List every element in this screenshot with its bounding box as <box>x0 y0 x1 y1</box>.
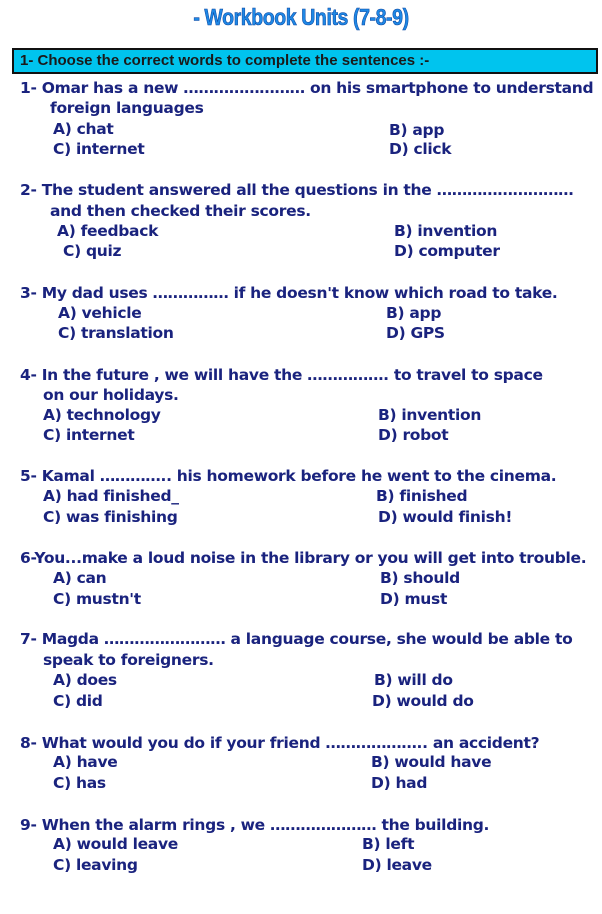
option-d[interactable]: D) computer <box>394 242 500 260</box>
option-d[interactable]: D) would do <box>372 692 474 710</box>
option-c[interactable]: C) translation <box>58 324 174 342</box>
question-text-continued: speak to foreigners. <box>43 651 214 669</box>
question-text-continued: foreign languages <box>50 99 204 117</box>
option-a[interactable]: A) feedback <box>57 222 159 240</box>
question-text: 8- What would you do if your friend ……………….. an accident? <box>20 734 540 752</box>
option-c[interactable]: C) internet <box>43 426 135 444</box>
option-a[interactable]: A) can <box>53 569 107 587</box>
option-a[interactable]: A) chat <box>53 120 114 138</box>
option-c[interactable]: C) mustn't <box>53 590 141 608</box>
option-d[interactable]: D) must <box>380 590 448 608</box>
option-c[interactable]: C) internet <box>53 140 145 158</box>
option-b[interactable]: B) finished <box>376 487 468 505</box>
option-b[interactable]: B) app <box>386 304 442 322</box>
option-a[interactable]: A) vehicle <box>58 304 142 322</box>
worksheet-title: - Workbook Units (7-8-9) <box>193 4 409 30</box>
option-b[interactable]: B) invention <box>394 222 498 240</box>
instruction-banner: 1- Choose the correct words to complete the sentences :- <box>12 48 598 74</box>
option-b[interactable]: B) should <box>380 569 460 587</box>
question-text: 9- When the alarm rings , we ………………… the building. <box>20 816 490 834</box>
question-text: 2- The student answered all the questions in the ……………………… <box>20 181 574 199</box>
option-c[interactable]: C) was finishing <box>43 508 178 526</box>
question-text-continued: on our holidays. <box>43 386 179 404</box>
option-b[interactable]: B) left <box>362 835 415 853</box>
option-c[interactable]: C) leaving <box>53 856 138 874</box>
option-a[interactable]: A) would leave <box>53 835 178 853</box>
option-d[interactable]: D) robot <box>378 426 449 444</box>
question-text: 4- In the future , we will have the ……………. to travel to space <box>20 366 543 384</box>
option-a[interactable]: A) have <box>53 753 118 771</box>
question-text: 3- My dad uses …………… if he doesn't know which road to take. <box>20 284 558 302</box>
option-d[interactable]: D) had <box>371 774 428 792</box>
option-c[interactable]: C) quiz <box>63 242 122 260</box>
question-text: 5- Kamal ………….. his homework before he went to the cinema. <box>20 467 557 485</box>
option-b[interactable]: B) app <box>389 121 445 139</box>
option-a[interactable]: A) does <box>53 671 117 689</box>
option-b[interactable]: B) will do <box>374 671 453 689</box>
option-c[interactable]: C) has <box>53 774 106 792</box>
option-d[interactable]: D) GPS <box>386 324 445 342</box>
option-d[interactable]: D) would finish! <box>378 508 513 526</box>
option-b[interactable]: B) invention <box>378 406 482 424</box>
option-c[interactable]: C) did <box>53 692 103 710</box>
option-a[interactable]: A) had finished_ <box>43 487 179 505</box>
question-text: 1- Omar has a new …………………… on his smartphone to understand <box>20 79 594 97</box>
option-b[interactable]: B) would have <box>371 753 492 771</box>
option-d[interactable]: D) click <box>389 140 452 158</box>
option-a[interactable]: A) technology <box>43 406 161 424</box>
option-d[interactable]: D) leave <box>362 856 432 874</box>
question-text: 7- Magda …………………… a language course, she would be able to <box>20 630 573 648</box>
question-text: 6-You...make a loud noise in the library or you will get into trouble. <box>20 549 587 567</box>
question-text-continued: and then checked their scores. <box>50 202 311 220</box>
